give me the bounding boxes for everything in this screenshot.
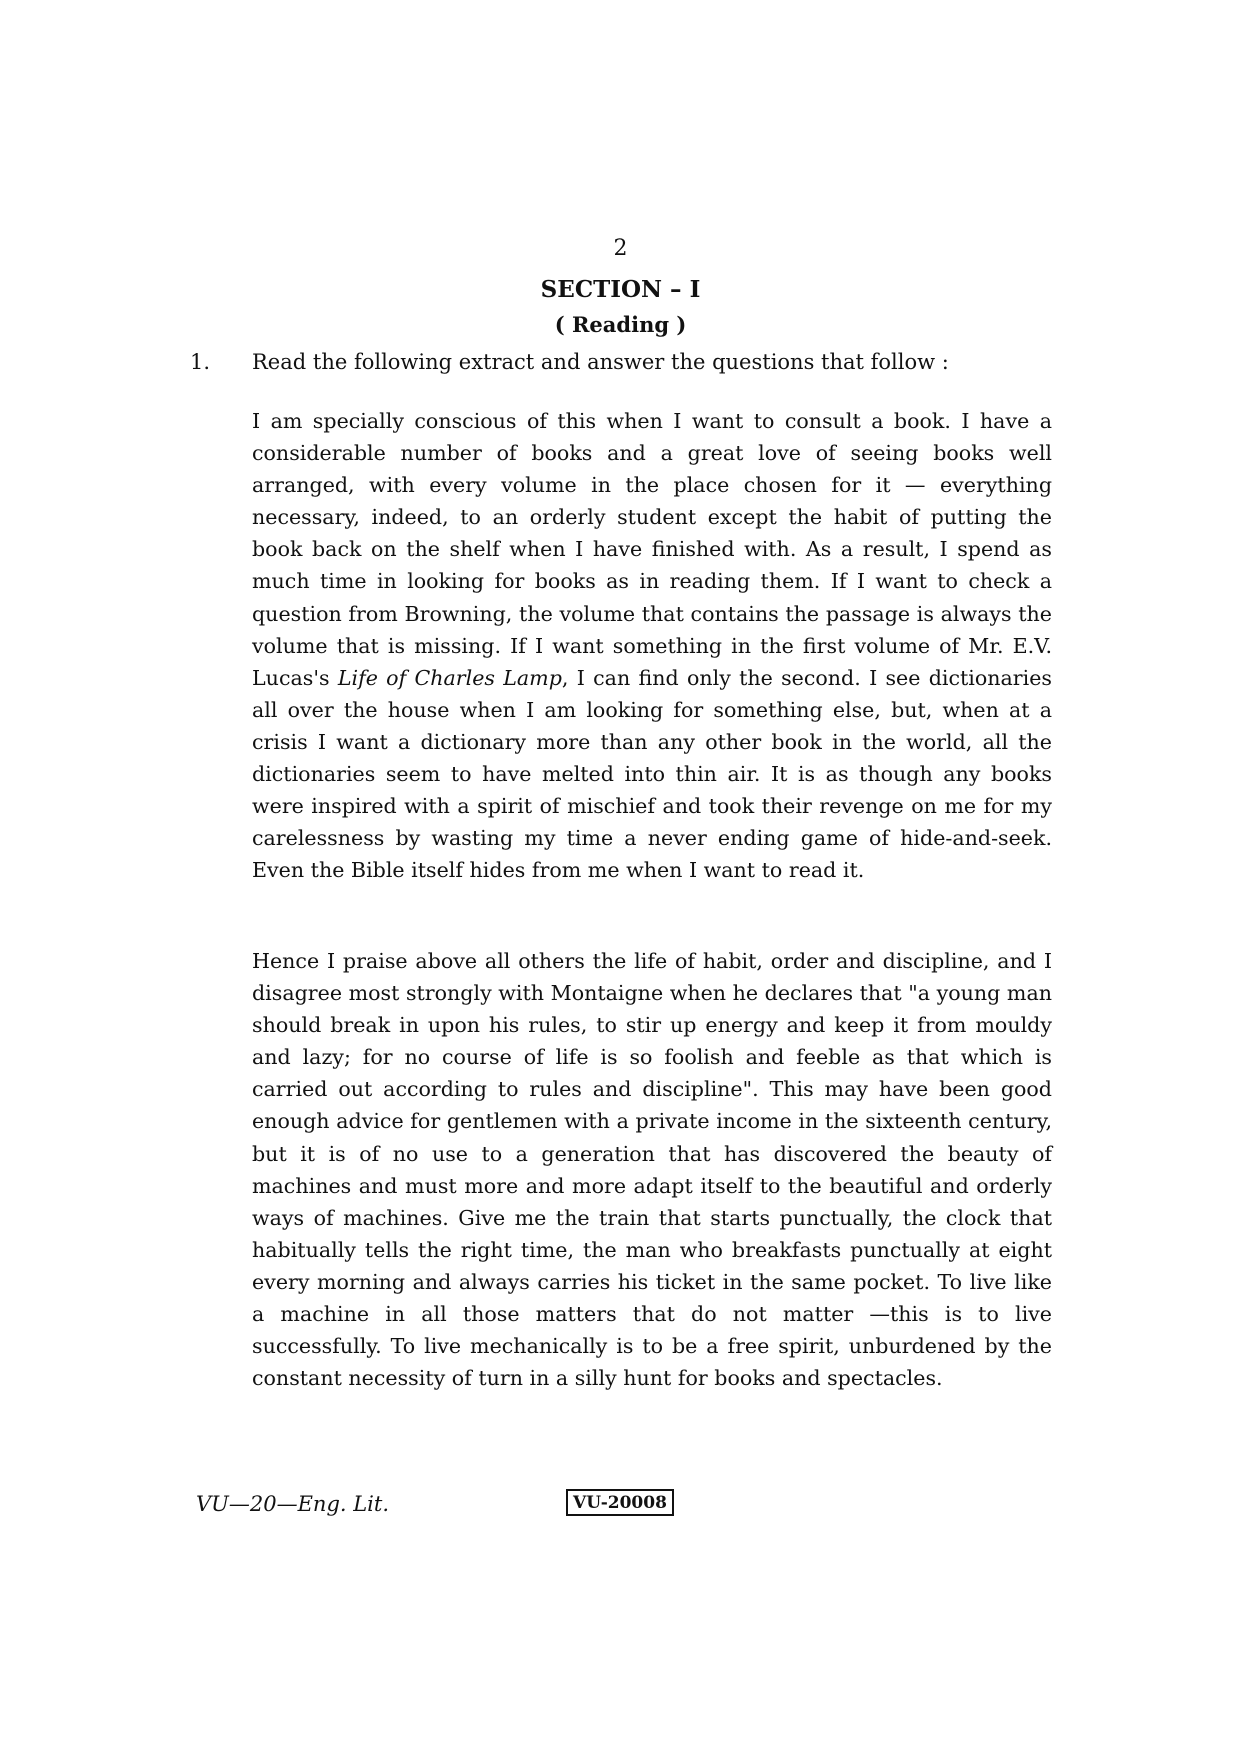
passage-paragraph-2: Hence I praise above all others the life of habit, order and discipline, and I disagree most strongly with Montaigne when he declares that "a young man should break in upon his rules, to stir up energy and keep it from mouldy and lazy; for no course of life is so foolish and feeble as that which is carried out according to rules and discipline". This may have been good enough advice for gentlemen with a private income in the sixteenth century, but it is of no use to a generation that has discovered the beauty of machines and must more and more adapt itself to the beautiful and orderly ways of machines. Give me the train that starts punctually, the clock that habitually tells the right time, the man who breakfasts punctually at eight every morning and always carries his ticket in the same pocket. To live like a machine in all those matters that do not matter —this is to live successfully. To live mechanically is to be a free spirit, unburdened by the constant necessity of turn in a silly hunt for books and spectacles. [252, 949, 1052, 1391]
passage-paragraph-1 [252, 405, 1052, 886]
book-title: Life of Charles Lamp [337, 665, 562, 690]
question-instruction: Read the following extract and answer the questions that follow : [252, 350, 949, 374]
section-subtitle: ( Reading ) [554, 312, 687, 337]
footer-boxed-code: VU-20008 [566, 1489, 674, 1516]
passage-paragraph-1-text-b: , I can find only the second. I see dictionaries all over the house when I am looking for something else, but, when at a crisis I want a dictionary more than any other book in the world, all the dictionaries seem to have melted into thin air. It is as though any books were inspired with a spirit of mischief and took their revenge on me for my carelessness by wasting my time a never ending game of hide-and-seek. Even the Bible itself hides from me when I want to read it. [252, 665, 1052, 883]
passage-paragraph-1-text-a: I am specially conscious of this when I want to consult a book. I have a considerable number of books and a great love of seeing books well arranged, with every volume in the place chosen for it — everything necessary, indeed, to an orderly student except the habit of putting the book back on the shelf when I have finished with. As a result, I spend as much time in looking for books as in reading them. If I want to check a question from Browning, the volume that contains the passage is always the volume that is missing. If I want something in the first volume of Mr. E.V. Lucas's [252, 409, 1052, 690]
footer-paper-code: VU—20—Eng. Lit. [196, 1492, 390, 1516]
question-number: 1. [190, 350, 211, 374]
page-number: 2 [613, 236, 628, 261]
section-title: SECTION – I [540, 276, 701, 303]
